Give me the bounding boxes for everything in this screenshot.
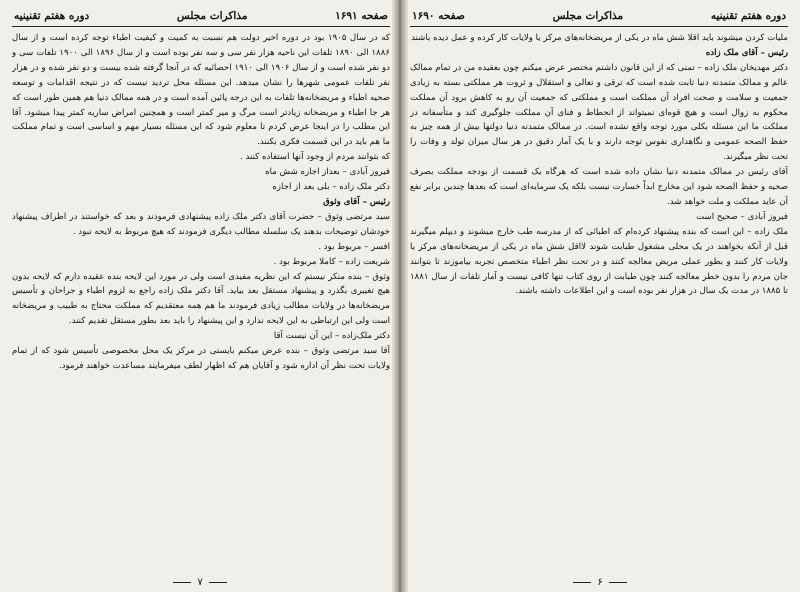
left-page-body — [12, 31, 390, 566]
body-paragraph: ملک زاده – این است که بنده پیشنهاد کرده‌ام که اطبائی که از مدرسه طب خارج میشوند و دیپلم میگیرند قبل از آنکه بخواهند در یک محلی مشغول طبابت شوند لااقل شش ماه در یکی از مریضخانه‌های مرکز یا ولایات کار کنند و بطور عملی مریض معالجه کنند و در تحت نظر اطباء متخصص تجربه بیاموزند تا بتوانند جان مردم را بدون خطر معالجه کنند چون طبابت از روی کتاب تنها کافی نیست و آمار تلفات از سال ۱۸۸۱ تا ۱۸۸۵ در مدت یک سال در هزار نفر بوده است و این اطلاعات داشته باشند. — [410, 226, 788, 297]
speaker-line: رئیس – آقای ملک زاده — [705, 47, 788, 58]
body-paragraph: سید مرتضی وثوق – حضرت آقای دکتر ملک زاده پیشنهادی فرمودند و بعد که خواستند در اطراف پیشنهاد خودشان توضیحات بدهند یک سلسله مطالب دیگری فرمودند که هیچ مربوط به لایحه نبود . — [12, 211, 390, 237]
right-page-title: مذاکرات مجلس — [552, 10, 624, 22]
body-paragraph: آقای رئیس در ممالک متمدنه دنیا نشان داده شده است که هرگاه یک قسمت از بودجه مملکت بصرف صحیه و حفظ الصحه شود این مخارج ابداً خسارت نیست بلکه یک سرمایه‌ای است که بعدها چندین برابر نفع آن عاید مملکت و ملت خواهد شد. — [410, 167, 788, 207]
left-page-footer — [0, 577, 400, 588]
book-gutter — [392, 0, 408, 592]
left-page-title: مذاکرات مجلس — [176, 10, 248, 22]
body-paragraph: آقا سید مرتضی وثوق – بنده عرض میکنم بایستی در مرکز یک محل مخصوصی تأسیس شود که از تمام ولایات تحت نظر آن اداره شود و آقایان هم که اظهار لطف میفرمایند مساعدت خواهند فرمود. — [12, 346, 390, 371]
body-paragraph: دکتر مهدیخان ملک زاده – تمنی که از این قانون داشتم مختصر عرض میکنم چون بعقیده من در تمام ممالک عالم و ممالک متمدنه دنیا ثابت شده است که ترقی و تعالی و استقلال و ثروت هر مملکتی بسته به زیادی جمعیت و سلامت و صحت افراد آن مملکت است و مملکتی که جمعیت آن رو به کاهش برود آن مملکت محکوم به زوال است و هیچ قوه‌ای نمیتواند از انحطاط و فنای آن مملکت جلوگیری کند و متأسفانه در مملکت ما این مسئله بکلی مورد توجه واقع نشده است. در ممالک متمدنه دنیا دولتها بیش از همه چیز به حفظ الصحه عمومی و نگاهداری نفوس توجه دارند و با یک آمار دقیق در هر سال میزان تولد و وفات را تحت نظر میگیرند. — [410, 62, 788, 163]
right-page-number-label: صفحه ۱۶۹۰ — [412, 10, 465, 22]
left-page-number-label: صفحه ۱۶۹۱ — [335, 10, 388, 22]
left-page-session: دوره هفتم تقنینیه — [14, 10, 90, 22]
body-paragraph: وثوق – بنده منکر نیستم که این نظریه مفیدی است ولی در مورد این لایحه بنده عقیده دارم که لایحه بدون هیچ تغییری بگذرد و پیشنهاد مستقل بعد بیاید. آقا دکتر ملک زاده راجع به لزوم اطباء و جراحان و تأسیس مریضخانه‌ها در ولایات مطالب زیادی فرمودند ما هم همه معتقدیم که مملکت محتاج به طبیب و مریضخانه است ولی این ارتباطی به این لایحه ندارد و این پیشنهاد را باید بعد بطور مستقل تقدیم کنند. — [12, 271, 390, 327]
body-paragraph: فیروز آبادی – بعداز اجازه شش ماه — [265, 167, 390, 178]
body-paragraph: ملیات کردن میشوند باید اقلا شش ماه در یکی از مریضخانه‌های مرکز یا ولایات کار کرده و عمل دیده باشند — [411, 33, 788, 43]
right-page-header — [410, 6, 788, 27]
right-page-footer-number: ۶ — [597, 577, 603, 588]
body-paragraph: فیروز آبادی – صحیح است — [696, 211, 788, 222]
body-paragraph: دکتر ملک زاده – بلی بعد از اجازه — [272, 182, 390, 193]
body-paragraph: که بتوانند مردم از وجود آنها استفاده کنند . — [240, 152, 390, 163]
body-paragraph: شریعت زاده – کاملا مربوط بود . — [273, 256, 390, 267]
body-paragraph: افسر – مربوط بود . — [318, 241, 390, 252]
right-page — [400, 0, 800, 592]
left-page-header — [12, 6, 390, 27]
speaker-line: رئیس – آقای وثوق — [323, 196, 390, 207]
right-page-footer — [400, 577, 800, 588]
right-page-body — [410, 31, 788, 566]
right-page-session: دوره هفتم تقنینیه — [710, 10, 786, 22]
body-paragraph: دکتر ملک‌زاده – این آن نیست آقا — [273, 331, 390, 342]
left-page-footer-number: ۷ — [197, 577, 203, 588]
body-paragraph: که در سال ۱۹۰۵ بود در دوره اخیر دولت هم نسبت به کمیت و کیفیت اطباء توجه کرده است و از سال ۱۸۸۶ الی ۱۸۹۰ تلفات این ناحیه هزار نفر سی و سه نفر بوده است و از سال ۱۸۹۶ الی ۱۹۰۰ تلفات سی و دو نفر شده است و از سال ۱۹۰۶ الی ۱۹۱۰ احصائیه که در آنجا گرفته شده بیست و دو نفر شده و در هزار نفر تلفات عمومی شهرها را نشان میدهد. این مسئله محل تردید نیست که در نتیجه اقدامات و توسعه صحیه اطباء و مریضخانه‌ها تلفات به این درجه پائین آمده است و در همه ممالک دنیا هم همین طور است که هر جا اطباء و مریضخانه زیادتر است مرگ و میر کمتر است و همچنین امراض ساریه کمتر پیدا میشود. آقا این مطلب را در اینجا عرض کردم تا معلوم شود که این مسئله بسیار مهم و اساسی است و تمام مملکت ما هم باید در این قسمت فکری بکنند. — [12, 33, 390, 148]
